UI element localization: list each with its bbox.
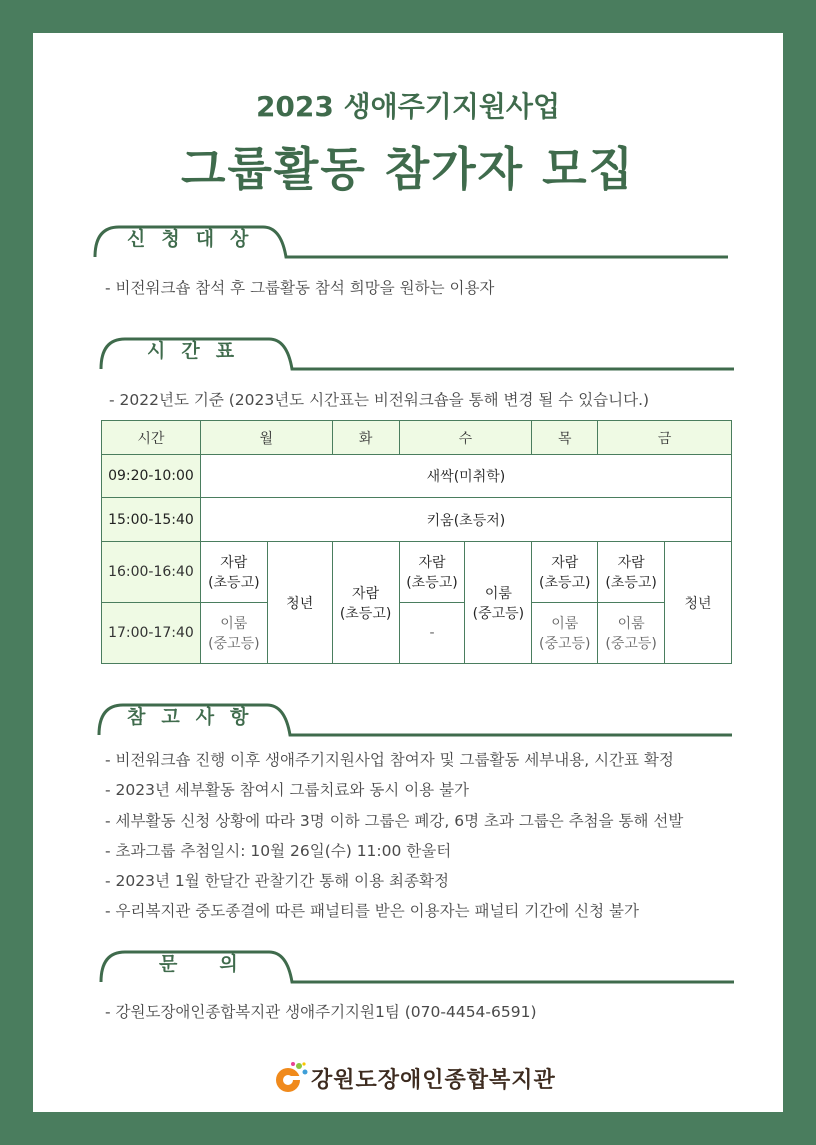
organization-logo bbox=[273, 1061, 556, 1095]
session-name: 자람 bbox=[418, 555, 446, 571]
session-group: (중고등) bbox=[472, 605, 525, 622]
session-name: 이룸 bbox=[484, 585, 512, 602]
time-cell: 15:00-15:40 bbox=[102, 498, 201, 542]
session-name: 이룸 bbox=[617, 616, 645, 632]
note-line: - 2023년 1월 한달간 관찰기간 통해 이용 최종확정 bbox=[105, 872, 449, 890]
header-wed: 수 bbox=[399, 421, 532, 455]
session-name: 이룸 bbox=[220, 616, 248, 632]
logo-text: 강원도장애인종합복지관 bbox=[311, 1068, 556, 1093]
session-group: (중고등) bbox=[539, 636, 591, 652]
contact-line: - 강원도장애인종합복지관 생애주기지원1팀 (070-4454-6591) bbox=[105, 1003, 537, 1021]
session-cell: - bbox=[399, 603, 465, 664]
session-group: (중고등) bbox=[605, 636, 657, 652]
time-cell: 17:00-17:40 bbox=[102, 603, 201, 664]
session-cell: 새싹(미취학) bbox=[200, 455, 731, 498]
time-cell: 09:20-10:00 bbox=[102, 455, 201, 498]
target-line: - 비전워크숍 참석 후 그룹활동 참석 희망을 원하는 이용자 bbox=[105, 279, 495, 297]
header-mon: 월 bbox=[200, 421, 332, 455]
header-thu: 목 bbox=[532, 421, 598, 455]
session-group: (초등고) bbox=[208, 575, 260, 591]
table-header-row bbox=[102, 421, 732, 455]
session-cell bbox=[532, 542, 598, 603]
session-name: 자람 bbox=[617, 555, 645, 571]
note-line: - 초과그룹 추첨일시: 10월 26일(수) 11:00 한울터 bbox=[105, 842, 452, 860]
session-group: (초등고) bbox=[539, 575, 591, 591]
section-target-header bbox=[93, 223, 728, 259]
table-row bbox=[102, 498, 732, 542]
session-cell bbox=[465, 542, 532, 664]
session-cell bbox=[598, 603, 665, 664]
session-name: 자람 bbox=[352, 585, 380, 602]
poster bbox=[33, 33, 783, 1112]
session-cell bbox=[200, 603, 267, 664]
logo-icon bbox=[273, 1061, 309, 1095]
session-group: (초등고) bbox=[605, 575, 657, 591]
table-row bbox=[102, 455, 732, 498]
session-cell bbox=[598, 542, 665, 603]
session-cell: 청년 bbox=[665, 542, 732, 664]
session-name: 이룸 bbox=[551, 616, 579, 632]
header-time: 시간 bbox=[102, 421, 201, 455]
poster-subtitle: 2023 생애주기지원사업 bbox=[255, 90, 561, 123]
session-group: (중고등) bbox=[208, 636, 260, 652]
session-cell: 키움(초등저) bbox=[200, 498, 731, 542]
section-notes-header bbox=[97, 701, 732, 737]
section-target-label: 신청대상 bbox=[127, 228, 265, 250]
header-fri: 금 bbox=[598, 421, 732, 455]
schedule-note: - 2022년도 기준 (2023년도 시간표는 비전워크숍을 통해 변경 될 수 있습니다.) bbox=[109, 391, 650, 409]
table-row bbox=[102, 542, 732, 603]
session-cell: 청년 bbox=[267, 542, 332, 664]
note-line: - 비전워크숍 진행 이후 생애주기지원사업 참여자 및 그룹활동 세부내용, 시간표 확정 bbox=[105, 751, 674, 769]
time-cell: 16:00-16:40 bbox=[102, 542, 201, 603]
poster-title: 그룹활동 참가자 모집 bbox=[181, 142, 635, 196]
session-name: 자람 bbox=[220, 555, 248, 571]
schedule-table bbox=[101, 420, 732, 664]
session-cell bbox=[399, 542, 465, 603]
note-line: - 2023년 세부활동 참여시 그룹치료와 동시 이용 불가 bbox=[105, 781, 470, 799]
session-cell bbox=[532, 603, 598, 664]
note-line: - 우리복지관 중도종결에 따른 패널티를 받은 이용자는 패널티 기간에 신청 불가 bbox=[105, 902, 640, 920]
section-notes-label: 참고사항 bbox=[127, 706, 265, 728]
section-contact-header bbox=[99, 948, 734, 984]
note-line: - 세부활동 신청 상황에 따라 3명 이하 그룹은 폐강, 6명 초과 그룹은 추첨을 통해 선발 bbox=[105, 812, 684, 830]
section-contact-label: 문의 bbox=[159, 953, 280, 975]
session-cell bbox=[200, 542, 267, 603]
session-group: (초등고) bbox=[406, 575, 458, 591]
table-row bbox=[102, 603, 732, 664]
section-schedule-header bbox=[99, 335, 734, 371]
session-cell bbox=[332, 542, 399, 664]
section-schedule-label: 시간표 bbox=[147, 340, 251, 362]
session-group: (초등고) bbox=[339, 605, 392, 622]
session-name: 자람 bbox=[551, 555, 579, 571]
header-tue: 화 bbox=[332, 421, 399, 455]
